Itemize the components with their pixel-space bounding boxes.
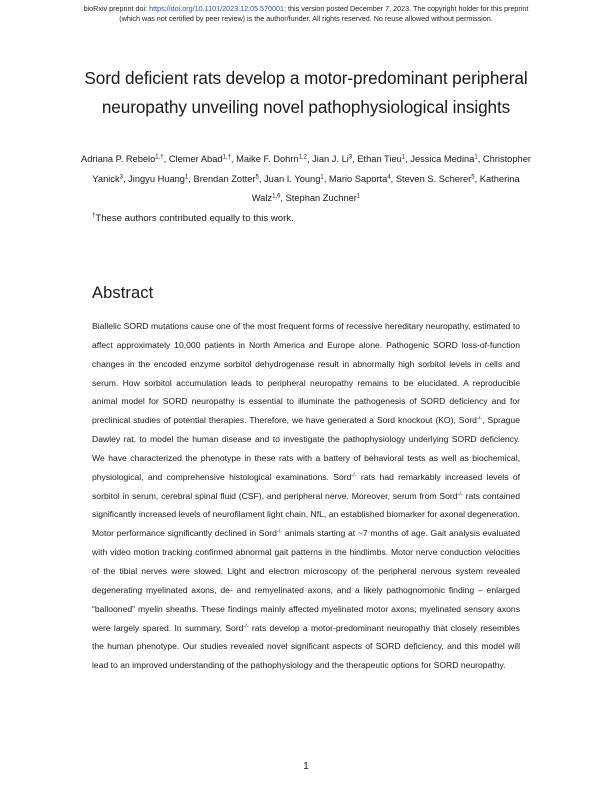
preprint-header xyxy=(0,4,612,23)
author xyxy=(410,154,477,164)
abstract-text: rats had remarkably increased levels of sorbitol in serum, cerebral spinal fluid (CSF), and peripheral nerve. Moreover, serum from Sord xyxy=(92,471,520,501)
author xyxy=(169,154,231,164)
author-affiliation: 1,† xyxy=(155,154,164,161)
abstract-text: Biallelic SORD mutations cause one of the most frequent forms of recessive hereditary neuropathy, estimated to affect approximately 10,000 patients in North America and Europe alone. Pathogenic SORD loss-of-function changes in the encoded enzyme sorbitol dehydrogenase result in abnormally high sorbitol levels in cells and serum. How sorbitol accumulation leads to peripheral neuropathy remains to be elucidated. A reproducible animal model for SORD neuropathy is essential to illuminate the pathogenesis of SORD deficiency and for preclinical studies of potential therapies. Therefore, we have generated a Sord knockout (KO), Sord xyxy=(92,321,520,426)
author xyxy=(81,154,164,164)
author-name: Stephan Zuchner xyxy=(285,193,357,203)
author xyxy=(264,174,324,184)
genotype-superscript: -/- xyxy=(351,472,357,479)
author-affiliation: 1 xyxy=(356,193,361,200)
author-affiliation: 1 xyxy=(320,174,324,180)
title-line-2: neuropathy unveiling novel pathophysiological insights xyxy=(101,97,511,117)
author-affiliation: 1 xyxy=(184,174,189,180)
preprint-line-1: bioRxiv preprint doi: https://doi.org/10.1101/2023.12.05.570001; this version posted December 7, 2023. The copyright holder for this preprint xyxy=(83,4,529,13)
genotype-superscript: -/- xyxy=(243,623,249,629)
author xyxy=(128,174,188,184)
preprint-line-2: (which was not certified by peer review) is the author/funder. All rights reserved. No reuse allowed without permission. xyxy=(119,13,493,23)
author-name: Steven S. Scherer xyxy=(395,173,472,184)
author xyxy=(194,174,259,184)
author-name: Ethan Tieu xyxy=(357,154,402,164)
author-name: Christopher Yanick xyxy=(92,154,531,184)
genotype-superscript: -/- xyxy=(476,415,483,422)
abstract-text: animals starting at ~7 months of age. Gait analysis evaluated with video motion tracking confirmed abnormal gait patterns in the hindlimbs. Motor nerve conduction velocities of the tibial nerves were slowed. Light and electron microscopy of the peripheral nervous system revealed degenerating myelinated axons, de- and remyelinated axons, and a likely pathognomonic finding – enlarged “ballooned” myelin sheaths. These findings mainly affected myelinated motor axons; myelinated sensory axons were largely spared. In summary, Sord xyxy=(92,528,520,633)
abstract-heading: Abstract xyxy=(92,284,154,302)
author-affiliation: 1,2 xyxy=(298,154,307,161)
author-name: Jessica Medina xyxy=(410,154,475,164)
author-affiliation: 5 xyxy=(255,174,259,180)
abstract-text: rats contained significantly increased levels of neurofilament light chain, NfL, an established biomarker for axonal degeneration. Motor performance significantly declined in Sord xyxy=(92,490,520,539)
author-name: Jingyu Huang xyxy=(128,173,185,184)
author-affiliation: 3 xyxy=(348,154,353,161)
author-affiliation: 5 xyxy=(471,174,475,180)
author-list: Adriana P. Rebelo$^{1,\dagger}$, Clemer Abad$^{1,\dagger}$, Maike F. Dohrn$^{1,2}$, Jian J. Li$^3$, Ethan Tieu$^1$, Jessica Medina$^1$, Christopher Yanick$^3$, Jingyu Huang$^1$, Brendan Zotter$^5$, Juan I. Young$^1$, Mario Saporta$^4$, Steven S. Scherer$^5$, Katherina Walz$^{1,6}$, Stephan Zuchner$^1$ xyxy=(81,154,531,203)
author xyxy=(329,174,391,184)
author-name: Clemer Abad xyxy=(168,154,223,164)
author-affiliation: 1,6 xyxy=(272,193,281,200)
author-name: Brendan Zotter xyxy=(193,173,256,184)
author xyxy=(312,154,352,164)
title-line-1: Sord deficient rats develop a motor-predominant peripheral xyxy=(84,68,528,88)
author-affiliation: 3 xyxy=(119,174,123,180)
footnote-text: These authors contributed equally to this work. xyxy=(95,213,294,224)
abstract-body xyxy=(92,317,520,675)
abstract-text: , Sprague Dawley rat, to model the human disease and to investigate the pathophysiology underlying SORD deficiency. We have characterized the phenotype in these rats with a battery of behavioral tests as well as biochemical, physiological, and comprehensive histological examinations. Sord xyxy=(92,415,520,482)
author xyxy=(286,193,361,203)
author-affiliation: 1 xyxy=(474,154,478,161)
author-name: Katherina Walz xyxy=(251,173,520,203)
author-name: Mario Saporta xyxy=(328,173,388,184)
author-affiliation: 1,† xyxy=(222,154,231,161)
abstract-text: rats develop a motor-predominant neuropathy that closely resembles the human phenotype. Our studies revealed novel significant aspects of SORD deficiency, and this model will lead to an improved understanding of the pathophysiology and the therapeutic options for SORD neuropathy. xyxy=(92,622,520,671)
page-number: 1 xyxy=(303,761,309,772)
dagger-mark: † xyxy=(92,213,96,219)
genotype-superscript: -/- xyxy=(457,491,463,498)
author xyxy=(236,154,307,164)
author-name: Maike F. Dohrn xyxy=(236,154,299,164)
doi-link[interactable]: https://doi.org/10.1101/2023.12.05.570001 xyxy=(149,4,285,13)
author-name: Jian J. Li xyxy=(312,154,349,164)
author-name: Juan I. Young xyxy=(264,173,321,184)
author-name: Adriana P. Rebelo xyxy=(81,154,156,164)
author-affiliation: 4 xyxy=(387,174,391,180)
paper-title xyxy=(60,64,552,122)
author-affiliation: 1 xyxy=(401,154,406,161)
equal-contribution-footnote xyxy=(92,213,294,224)
author xyxy=(357,154,405,164)
author xyxy=(396,174,475,184)
genotype-superscript: -/- xyxy=(276,528,283,535)
